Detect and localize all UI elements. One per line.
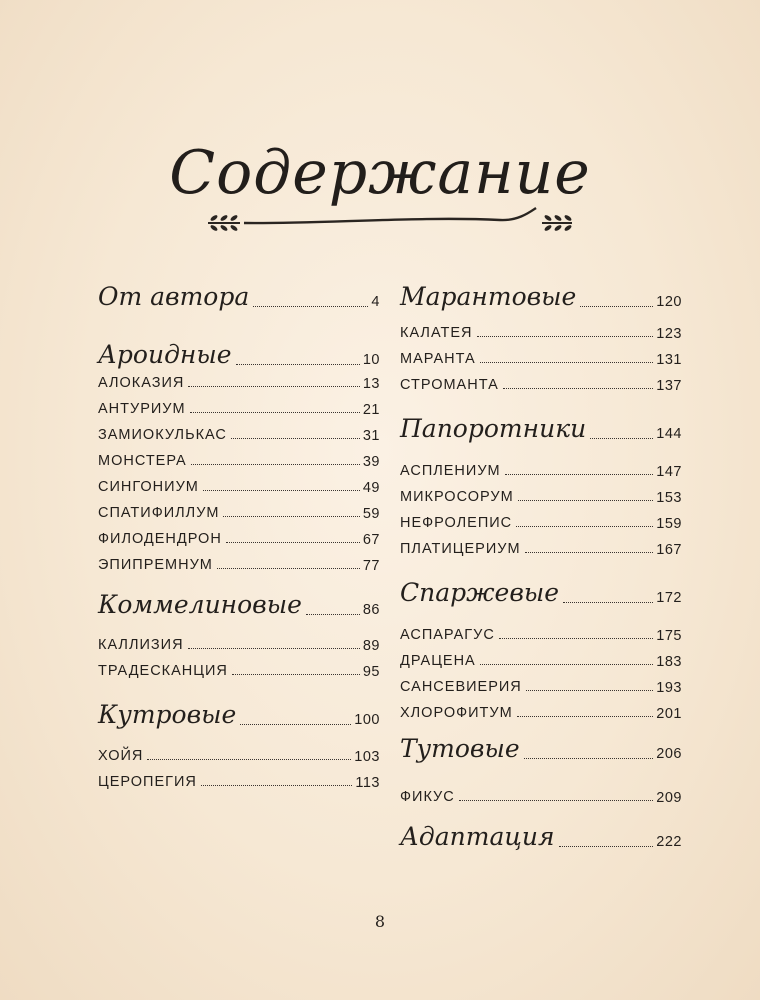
toc-entry-title: МАРАНТА xyxy=(400,351,476,367)
toc-entry xyxy=(400,704,682,722)
dot-leader xyxy=(240,724,351,725)
toc-section-entry xyxy=(400,282,682,312)
toc-section-entry xyxy=(400,822,682,852)
toc-page-number: 89 xyxy=(362,638,380,654)
toc-page-number: 95 xyxy=(362,664,380,680)
dot-leader xyxy=(191,464,360,465)
toc-entry-title: НЕФРОЛЕПИС xyxy=(400,515,513,531)
dot-leader xyxy=(559,846,654,847)
toc-section-title: Папоротники xyxy=(400,414,587,443)
toc-section-title: Ароидные xyxy=(98,340,232,369)
toc-page-number: 10 xyxy=(362,352,380,368)
toc-page-number: 144 xyxy=(656,426,682,442)
dot-leader xyxy=(232,674,360,675)
page-title: Содержание xyxy=(169,138,591,208)
dot-leader xyxy=(217,568,360,569)
toc-section-title: От автора xyxy=(98,282,250,311)
toc-entry-title: АСПЛЕНИУМ xyxy=(400,463,501,479)
toc-page-number: 201 xyxy=(656,706,682,722)
dot-leader xyxy=(526,690,654,691)
toc-page-number: 100 xyxy=(354,712,380,728)
toc-page-number: 31 xyxy=(362,428,380,444)
toc-page-number: 103 xyxy=(354,749,380,765)
toc-page-number: 222 xyxy=(656,834,682,850)
toc-entry-title: ТРАДЕСКАНЦИЯ xyxy=(98,663,228,679)
toc-page-number: 21 xyxy=(362,402,380,418)
toc-entry xyxy=(98,556,380,574)
toc-entry-title: АНТУРИУМ xyxy=(98,401,186,417)
toc-entry xyxy=(400,324,682,342)
toc-entry-title: МОНСТЕРА xyxy=(98,453,187,469)
toc-section-entry xyxy=(98,590,380,620)
dot-leader xyxy=(253,306,368,307)
dot-leader xyxy=(203,490,360,491)
toc-page-number: 67 xyxy=(362,532,380,548)
toc-section-title: Коммелиновые xyxy=(98,590,302,619)
toc-entry-title: ДРАЦЕНА xyxy=(400,653,476,669)
toc-entry xyxy=(98,662,380,680)
toc-entry xyxy=(98,773,380,791)
toc-section-title: Тутовые xyxy=(400,734,520,763)
toc-entry-title: АЛОКАЗИЯ xyxy=(98,375,185,391)
toc-entry-title: МИКРОСОРУМ xyxy=(400,489,514,505)
toc-entry xyxy=(400,350,682,368)
toc-page-number: 183 xyxy=(656,654,682,670)
toc-page-number: 77 xyxy=(362,558,380,574)
dot-leader xyxy=(223,516,359,517)
toc-entry-title: ПЛАТИЦЕРИУМ xyxy=(400,541,521,557)
dot-leader xyxy=(231,438,360,439)
dot-leader xyxy=(201,785,353,786)
toc-entry xyxy=(98,452,380,470)
toc-entry xyxy=(98,504,380,522)
dot-leader xyxy=(517,716,654,717)
toc-page-number: 120 xyxy=(656,294,682,310)
dot-leader xyxy=(236,364,360,365)
toc-page-number: 193 xyxy=(656,680,682,696)
toc-entry xyxy=(98,636,380,654)
toc-entry xyxy=(98,426,380,444)
dot-leader xyxy=(505,474,654,475)
toc-entry xyxy=(400,488,682,506)
toc-section-title: Кутровые xyxy=(98,700,237,729)
dot-leader xyxy=(580,306,653,307)
toc-entry-title: СИНГОНИУМ xyxy=(98,479,199,495)
dot-leader xyxy=(516,526,653,527)
toc-section-entry xyxy=(98,700,380,730)
toc-page-number: 206 xyxy=(656,746,682,762)
toc-section-entry xyxy=(400,414,682,444)
toc-entry xyxy=(400,514,682,532)
toc-page-number: 167 xyxy=(656,542,682,558)
dot-leader xyxy=(188,648,360,649)
toc-entry xyxy=(400,462,682,480)
toc-page-number: 147 xyxy=(656,464,682,480)
toc-entry-title: ФИКУС xyxy=(400,789,455,805)
toc-entry xyxy=(98,478,380,496)
ornament-divider-icon xyxy=(200,206,580,240)
toc-entry xyxy=(400,652,682,670)
dot-leader xyxy=(190,412,360,413)
dot-leader xyxy=(590,438,653,439)
toc-page-number: 59 xyxy=(362,506,380,522)
toc-entry-title: СПАТИФИЛЛУМ xyxy=(98,505,220,521)
toc-page-number: 159 xyxy=(656,516,682,532)
toc-entry-title: САНСЕВИЕРИЯ xyxy=(400,679,522,695)
toc-entry-title: СТРОМАНТА xyxy=(400,377,499,393)
dot-leader xyxy=(226,542,360,543)
toc-entry-title: ХОЙЯ xyxy=(98,748,144,764)
toc-entry xyxy=(400,376,682,394)
dot-leader xyxy=(518,500,654,501)
toc-page-number: 39 xyxy=(362,454,380,470)
toc-page-number: 86 xyxy=(362,602,380,618)
toc-page-number: 175 xyxy=(656,628,682,644)
toc-section-entry xyxy=(98,340,380,370)
dot-leader xyxy=(524,758,654,759)
toc-entry xyxy=(98,400,380,418)
dot-leader xyxy=(459,800,654,801)
toc-entry xyxy=(400,678,682,696)
toc-entry-title: АСПАРАГУС xyxy=(400,627,495,643)
dot-leader xyxy=(188,386,359,387)
toc-section-title: Марантовые xyxy=(400,282,577,311)
toc-page-number: 113 xyxy=(355,775,380,791)
toc-section-entry xyxy=(98,282,380,312)
dot-leader xyxy=(525,552,654,553)
dot-leader xyxy=(563,602,653,603)
toc-page-number: 137 xyxy=(656,378,682,394)
toc-page-number: 172 xyxy=(656,590,682,606)
toc-entry-title: ЗАМИОКУЛЬКАС xyxy=(98,427,227,443)
toc-entry xyxy=(400,626,682,644)
toc-entry xyxy=(400,788,682,806)
dot-leader xyxy=(306,614,360,615)
dot-leader xyxy=(503,388,654,389)
toc-entry xyxy=(400,540,682,558)
toc-entry-title: ХЛОРОФИТУМ xyxy=(400,705,513,721)
toc-entry-title: ЦЕРОПЕГИЯ xyxy=(98,774,197,790)
toc-section-entry xyxy=(400,578,682,608)
toc-section-title: Адаптация xyxy=(400,822,555,851)
toc-page-number: 123 xyxy=(656,326,682,342)
page-number: 8 xyxy=(374,912,386,931)
dot-leader xyxy=(499,638,653,639)
toc-entry-title: КАЛАТЕЯ xyxy=(400,325,473,341)
toc-page-number: 13 xyxy=(362,376,380,392)
toc-entry-title: ФИЛОДЕНДРОН xyxy=(98,531,222,547)
dot-leader xyxy=(477,336,654,337)
toc-entry-title: ЭПИПРЕМНУМ xyxy=(98,557,213,573)
toc-entry xyxy=(98,374,380,392)
toc-page-number: 153 xyxy=(656,490,682,506)
toc-section-entry xyxy=(400,734,682,764)
dot-leader xyxy=(480,664,654,665)
toc-page-number: 4 xyxy=(371,294,380,310)
dot-leader xyxy=(147,759,351,760)
toc-page-number: 49 xyxy=(362,480,380,496)
toc-page-number: 209 xyxy=(656,790,682,806)
toc-entry xyxy=(98,530,380,548)
toc-section-title: Спаржевые xyxy=(400,578,560,607)
toc-entry-title: КАЛЛИЗИЯ xyxy=(98,637,184,653)
toc-entry xyxy=(98,747,380,765)
toc-page-number: 131 xyxy=(656,352,682,368)
dot-leader xyxy=(480,362,654,363)
